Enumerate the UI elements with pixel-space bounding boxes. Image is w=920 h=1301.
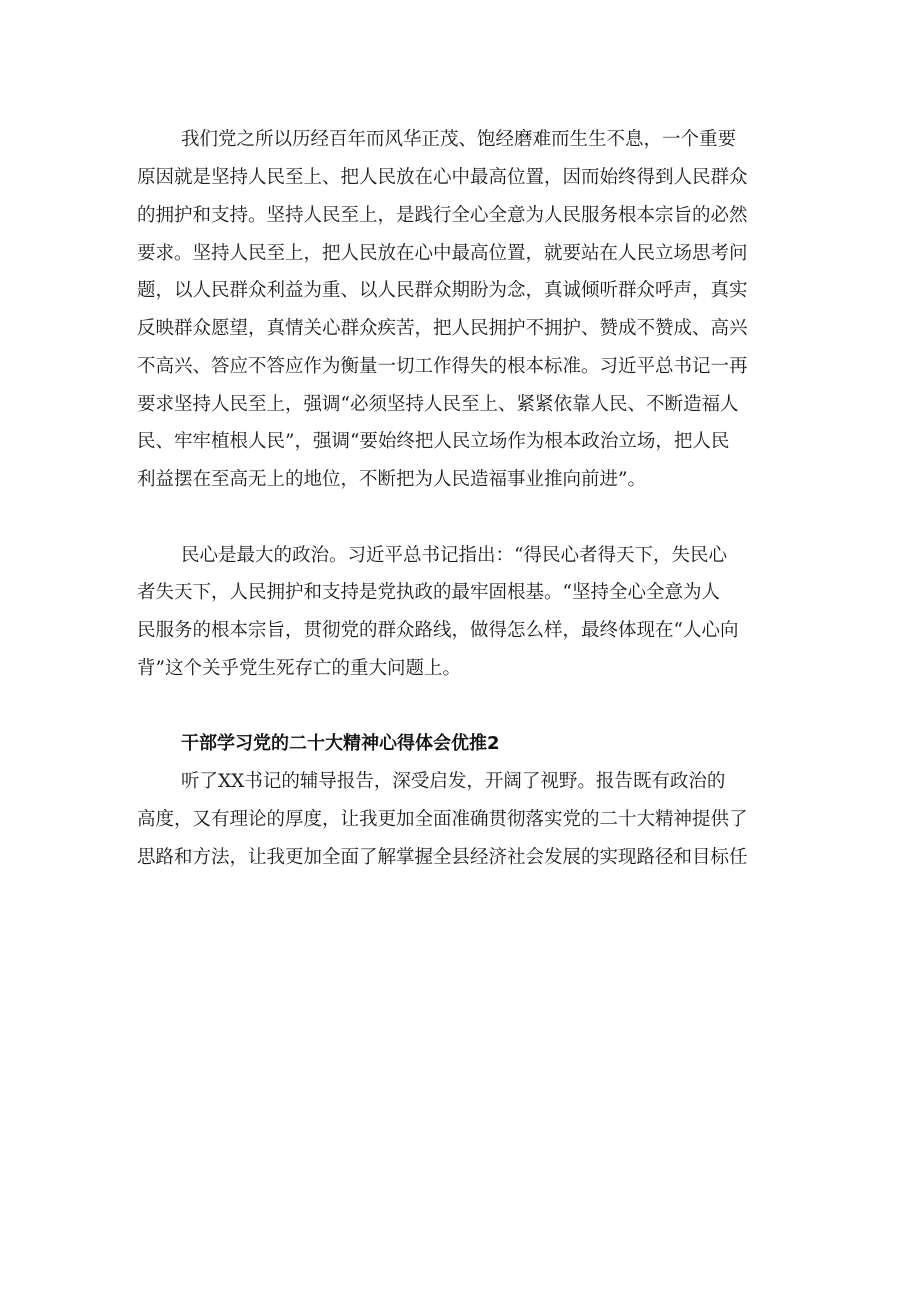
paragraph-1-line: 民、牢牢植根人民”，强调“要始终把人民立场作为根本政治立场，把人民 xyxy=(137,431,730,452)
paragraph-2-line: 者失天下，人民拥护和支持是党执政的最牢固根基。“坚持全心全意为人 xyxy=(137,582,720,603)
paragraph-1-line: 的拥护和支持。坚持人民至上，是践行全心全意为人民服务根本宗旨的必然 xyxy=(137,205,748,226)
paragraph-2-line: 背”这个关乎党生死存亡的重大问题上。 xyxy=(137,658,461,679)
paragraph-3-line: 思路和方法，让我更加全面了解掌握全县经济社会发展的实现路径和目标任 xyxy=(137,847,748,868)
paragraph-3-line: 听了XX书记的辅导报告，深受启发，开阔了视野。报告既有政治的 xyxy=(181,771,726,792)
paragraph-2-line: 民心是最大的政治。习近平总书记指出：“得民心者得天下，失民心 xyxy=(181,545,727,566)
paragraph-3-line: 高度，又有理论的厚度，让我更加全面准确贯彻落实党的二十大精神提供了 xyxy=(137,809,748,830)
paragraph-1-line: 利益摆在至高无上的地位，不断把为人民造福事业推向前进”。 xyxy=(137,469,646,490)
paragraph-1-line: 要求。坚持人民至上，把人民放在心中最高位置，就要站在人民立场思考问 xyxy=(137,243,748,264)
paragraph-1-line: 原因就是坚持人民至上、把人民放在心中最高位置，因而始终得到人民群众 xyxy=(137,167,748,188)
section-heading: 干部学习党的二十大精神心得体会优推2 xyxy=(181,733,500,754)
paragraph-1-line: 我们党之所以历经百年而风华正茂、饱经磨难而生生不息，一个重要 xyxy=(181,129,737,150)
paragraph-1-line: 要求坚持人民至上，强调“必须坚持人民至上、紧紧依靠人民、不断造福人 xyxy=(137,394,739,415)
paragraph-1-line: 不高兴、答应不答应作为衡量一切工作得失的根本标准。习近平总书记一再 xyxy=(137,356,748,377)
paragraph-1-line: 题，以人民群众利益为重、以人民群众期盼为念，真诚倾听群众呼声，真实 xyxy=(137,280,748,301)
paragraph-2-line: 民服务的根本宗旨，贯彻党的群众路线，做得怎么样，最终体现在“人心向 xyxy=(137,620,739,641)
paragraph-1-line: 反映群众愿望，真情关心群众疾苦，把人民拥护不拥护、赞成不赞成、高兴 xyxy=(137,318,748,339)
